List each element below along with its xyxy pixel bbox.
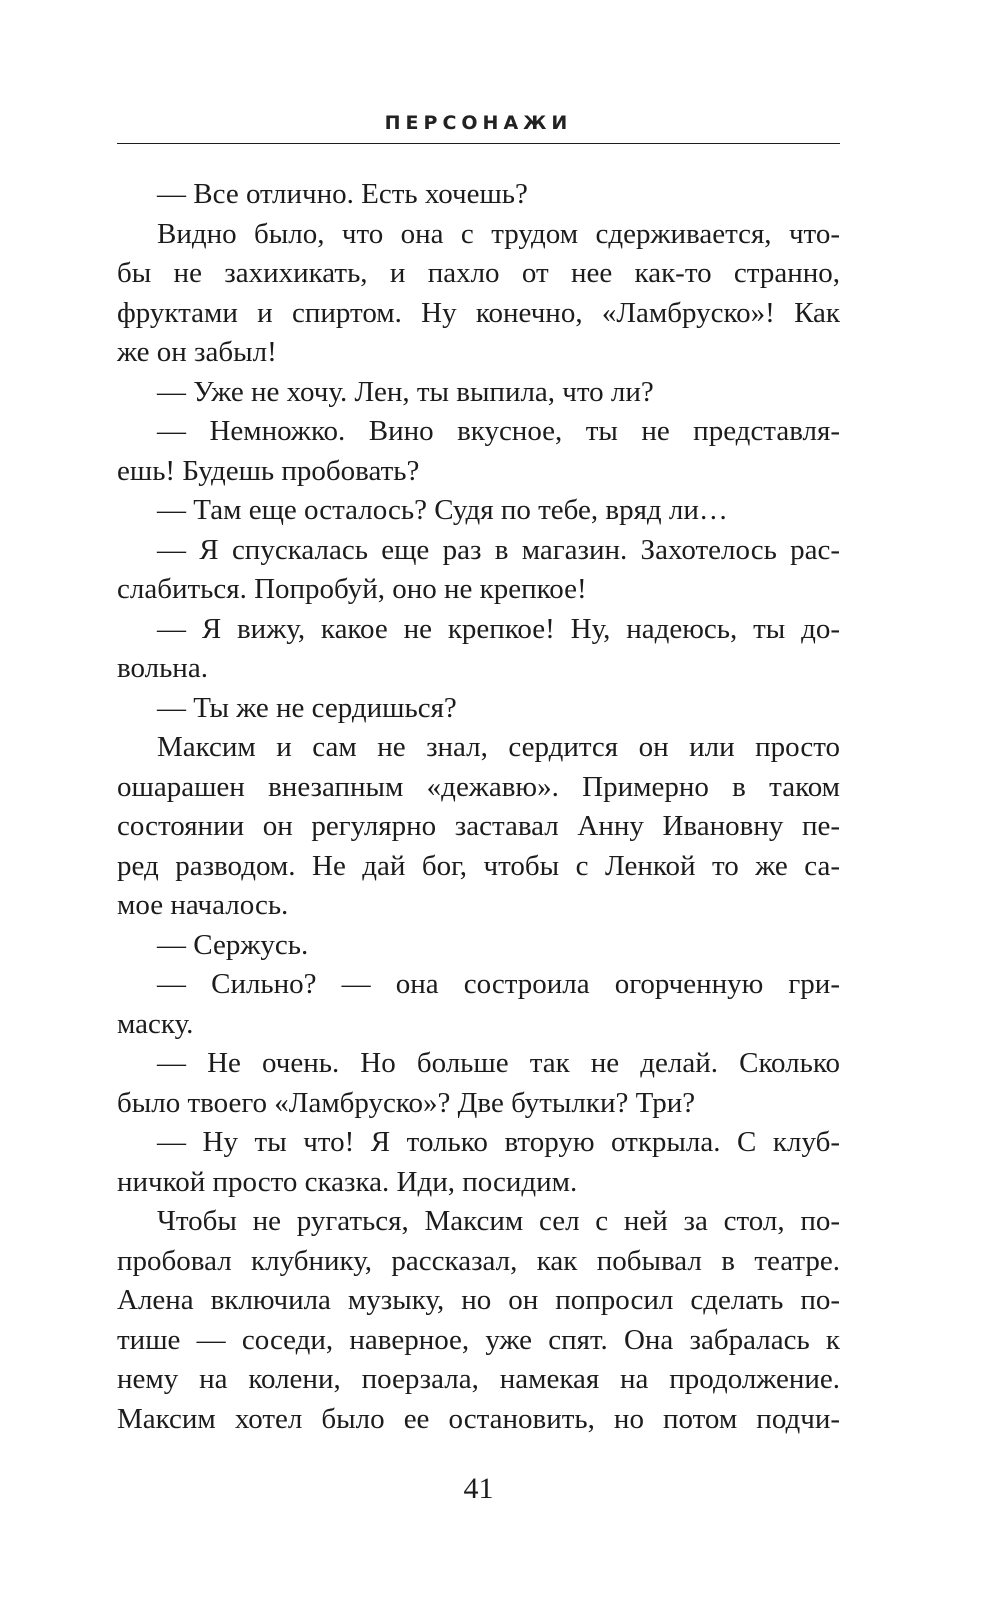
text-line: — Все отлично. Есть хочешь? [157,178,528,210]
text-line: слабиться. Попробуй, оно не крепкое! [117,573,587,605]
text-line: — Ты же не сердишься? [157,691,457,724]
text-line: же он забыл! [117,336,277,368]
text-line: — Я спускалась еще раз в магазин. Захотелось рас- [157,533,840,566]
text-line: бы не захихикать, и пахло от нее как-то странно, [117,257,840,289]
text-line: — Сильно? — она состроила огорченную гри- [157,968,840,1000]
text-line: Видно было, что она с трудом сдерживается, что- [157,217,840,250]
text-line: ешь! Будешь пробовать? [117,454,420,487]
text-line: вольна. [117,652,208,684]
text-line: маску. [117,1007,194,1040]
text-line: ошарашен внезапным «дежавю». Примерно в таком [117,770,840,803]
running-title: ПЕРСОНАЖИ [384,112,573,134]
text-line: было твоего «Ламбруско»? Две бутылки? Три? [117,1086,696,1119]
text-line: Алена включила музыку, но он попросил сделать по- [117,1284,840,1316]
text-line: — Уже не хочу. Лен, ты выпила, что ли? [157,375,654,408]
text-line: — Я вижу, какое не крепкое! Ну, надеюсь, ты до- [157,612,840,645]
running-header [117,108,840,148]
text-line: состоянии он регулярно заставал Анну Ивановну пе- [117,810,840,842]
text-line: фруктами и спиртом. Ну конечно, «Ламбруско»! Как [117,296,840,329]
text-line: тише — соседи, наверное, уже спят. Она забралась к [117,1323,840,1356]
text-line: Чтобы не ругаться, Максим сел с ней за стол, по- [157,1205,840,1237]
text-line: — Не очень. Но больше так не делай. Сколько [157,1047,840,1079]
text-line: мое началось. [117,889,289,921]
text-line: — Там еще осталось? Судя по тебе, вряд ли… [157,494,728,526]
text-line: пробовал клубнику, рассказал, как побывал в театре. [117,1244,840,1277]
body-text [117,175,840,1439]
text-line: ничкой просто сказка. Иди, посидим. [117,1165,578,1198]
text-line: нему на колени, поерзала, намекая на продолжение. [117,1363,840,1395]
text-line: Максим хотел было ее остановить, но потом подчи- [117,1402,840,1435]
page-number: 41 [463,1472,494,1505]
text-line: — Ну ты что! Я только вторую открыла. С клуб- [157,1126,840,1158]
text-line: Максим и сам не знал, сердится он или просто [157,731,840,763]
text-line: — Сержусь. [157,928,309,961]
text-line: — Немножко. Вино вкусное, ты не представля- [157,415,840,447]
text-line: ред разводом. Не дай бог, чтобы с Ленкой то же са- [117,849,840,882]
header-rule [117,143,840,144]
